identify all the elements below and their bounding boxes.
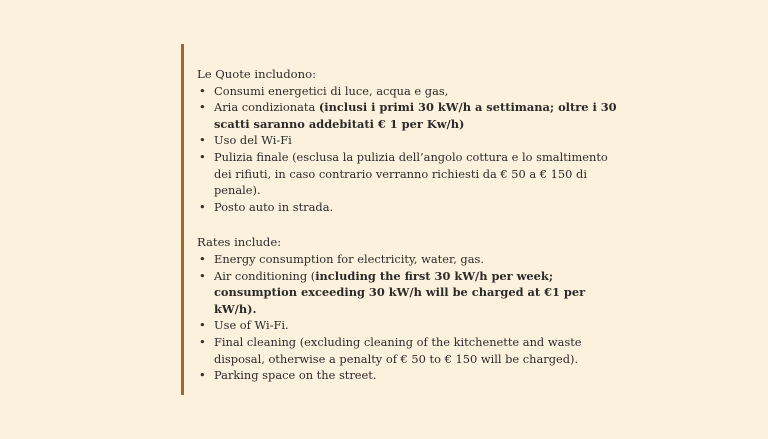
list-item: • Aria condizionata (inclusi i primi 30 kW/h a settimana; oltre i 30 scatti saranno addebitati € 1 per Kw/h) [197,99,617,132]
list-item: • Energy consumption for electricity, water, gas. [197,251,617,268]
list-item: • Consumi energetici di luce, acqua e gas, [197,83,617,100]
accent-bar [181,44,184,395]
list-item: • Uso del Wi-Fi [197,132,617,149]
list-item: • Pulizia finale (esclusa la pulizia dell’angolo cottura e lo smaltimento dei rifiuti, in caso contrario verranno richiesti da € 50 a € 150 di penale). [197,149,617,199]
english-section-title: Rates include: [197,235,282,250]
list-item: • Use of Wi-Fi. [197,317,617,334]
list-item: • Final cleaning (excluding cleaning of the kitchenette and waste disposal, otherwise a penalty of € 50 to € 150 will be charged). [197,334,617,367]
italian-list [197,83,617,216]
rates-content [197,66,617,384]
section-gap [197,215,617,234]
english-list [197,251,617,384]
list-item: • Air conditioning (including the first 30 kW/h per week; consumption exceeding 30 kW/h will be charged at €1 per kW/h). [197,268,617,318]
list-item: • Parking space on the street. [197,367,617,384]
list-item: • Posto auto in strada. [197,199,617,216]
italian-section-title: Le Quote includono: [197,67,317,81]
